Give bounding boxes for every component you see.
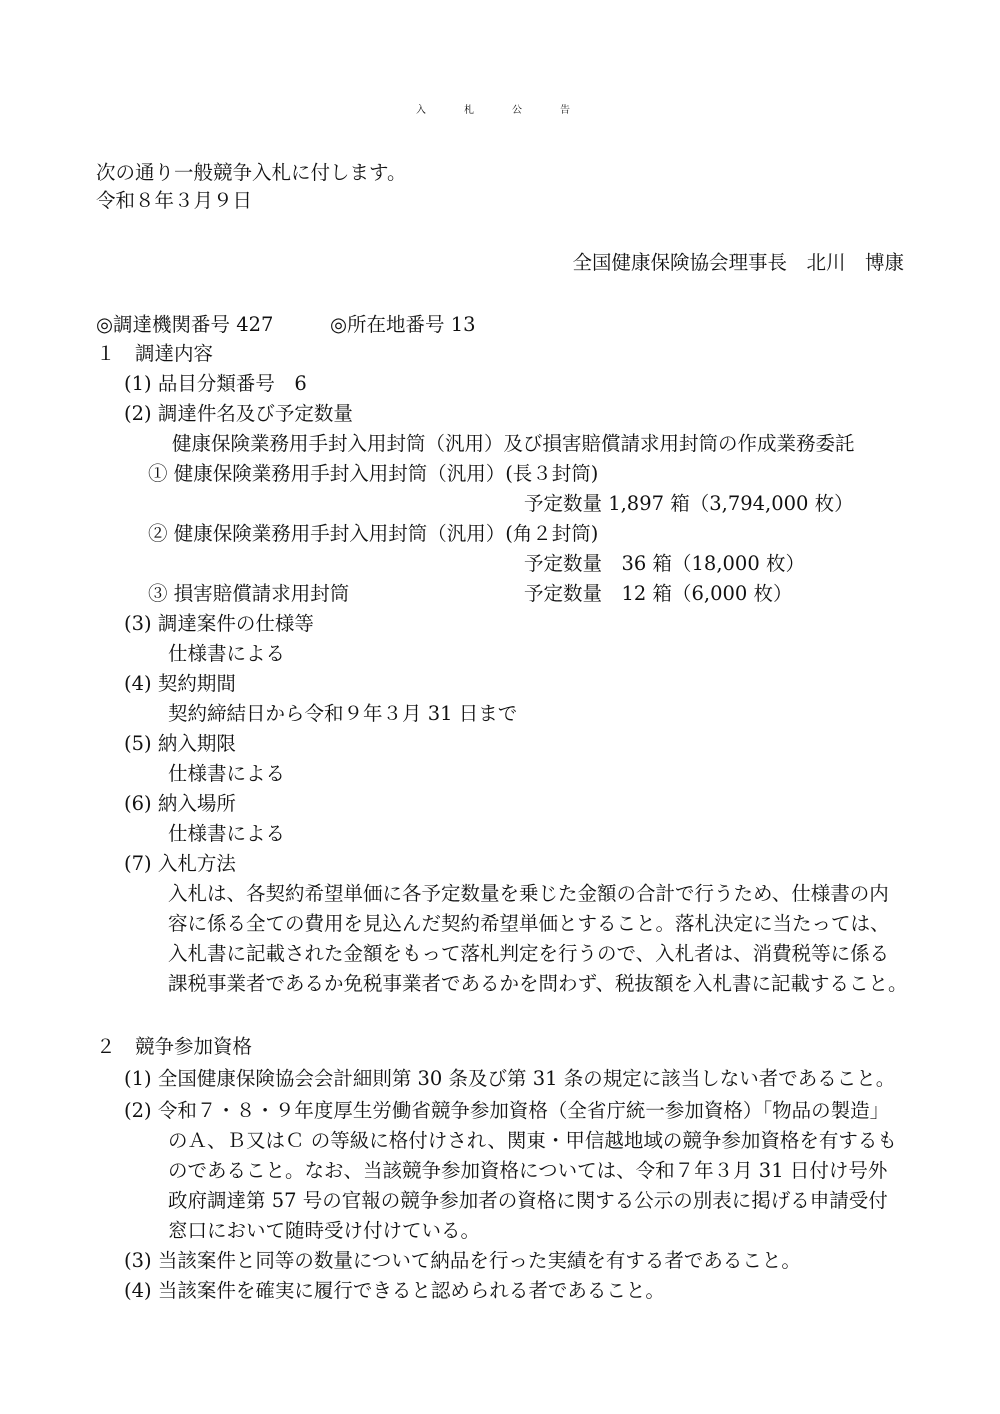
intro-text: 次の通り一般競争入札に付します。: [96, 161, 407, 184]
notice-title: 入 札 公 告: [416, 105, 584, 116]
agency-code: ◎調達機関番号 427: [96, 313, 274, 336]
s1-item2-title: 健康保険業務用手封入用封筒（汎用）及び損害賠償請求用封筒の作成業務委託: [172, 432, 855, 455]
s1-item3-body: 仕様書による: [168, 642, 286, 665]
s1-sub3-name: ③ 損害賠償請求用封筒: [148, 582, 350, 605]
s1-item7: (7) 入札方法: [124, 852, 236, 875]
s1-sub1-qty: 予定数量 1,897 箱（3,794,000 枚）: [524, 492, 854, 515]
s1-item6-body: 仕様書による: [168, 822, 286, 845]
s1-item7-line1: 入札は、各契約希望単価に各予定数量を乗じた金額の合計で行うため、仕様書の内: [168, 882, 889, 905]
s2-item2-line5: 窓口において随時受け付けている。: [168, 1219, 481, 1242]
s1-item3: (3) 調達案件の仕様等: [124, 612, 314, 635]
s2-item2-line3: のであること。なお、当該競争参加資格については、令和７年３月 31 日付け号外: [168, 1159, 888, 1182]
s1-item4-body: 契約締結日から令和９年３月 31 日まで: [168, 702, 518, 725]
s1-sub1-name: ① 健康保険業務用手封入用封筒（汎用）(長３封筒): [148, 462, 599, 485]
s2-item2-line1: (2) 令和７・８・９年度厚生労働省競争参加資格（全省庁統一参加資格）「物品の製造」: [124, 1099, 890, 1122]
s1-sub2-qty: 予定数量 36 箱（18,000 枚）: [524, 552, 805, 575]
s1-item5-body: 仕様書による: [168, 762, 286, 785]
s1-item7-line2: 容に係る全ての費用を見込んだ契約希望単価とすること。落札決定に当たっては、: [168, 912, 890, 935]
s1-item1: (1) 品目分類番号 6: [124, 372, 307, 395]
s1-sub3-qty: 予定数量 12 箱（6,000 枚）: [524, 582, 793, 605]
s2-item2-line4: 政府調達第 57 号の官報の競争参加者の資格に関する公示の別表に掲げる申請受付: [168, 1189, 888, 1212]
s2-item3: (3) 当該案件と同等の数量について納品を行った実績を有する者であること。: [124, 1249, 801, 1272]
s1-item4: (4) 契約期間: [124, 672, 236, 695]
s1-item2: (2) 調達件名及び予定数量: [124, 402, 353, 425]
s2-item4: (4) 当該案件を確実に履行できると認められる者であること。: [124, 1279, 665, 1302]
s1-sub2-name: ② 健康保険業務用手封入用封筒（汎用）(角２封筒): [148, 522, 599, 545]
section1-heading: １ 調達内容: [96, 342, 214, 365]
s1-item6: (6) 納入場所: [124, 792, 236, 815]
location-code: ◎所在地番号 13: [330, 313, 476, 336]
notice-date: 令和８年３月９日: [96, 189, 253, 212]
section2-heading: ２ 競争参加資格: [96, 1035, 253, 1058]
s2-item2-line2: のＡ、Ｂ又はＣ の等級に格付けされ、関東・甲信越地域の競争参加資格を有するも: [168, 1129, 897, 1152]
s1-item5: (5) 納入期限: [124, 732, 236, 755]
issuer-name: 全国健康保険協会理事長 北川 博康: [572, 251, 904, 274]
s1-item7-line4: 課税事業者であるか免税事業者であるかを問わず、税抜額を入札書に記載すること。: [168, 972, 908, 995]
s2-item1: (1) 全国健康保険協会会計細則第 30 条及び第 31 条の規定に該当しない者であること。: [124, 1067, 896, 1090]
s1-item7-line3: 入札書に記載された金額をもって落札判定を行うので、入札者は、消費税等に係る: [168, 942, 890, 965]
